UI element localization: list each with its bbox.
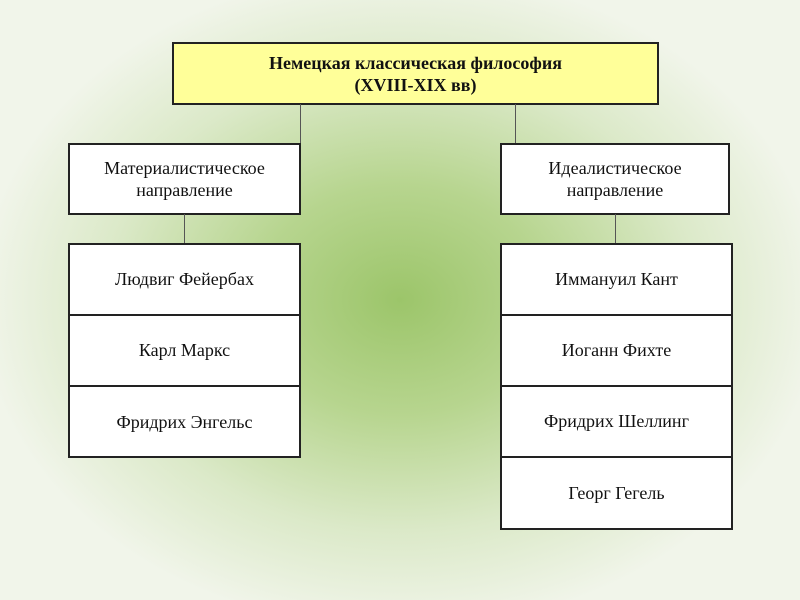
root-node [172,42,659,105]
connector [515,104,516,144]
connector [615,214,616,244]
list-item: Людвиг Фейербах [70,245,299,316]
connector [184,214,185,244]
list-item: Карл Маркс [70,316,299,387]
list-item: Иммануил Кант [502,245,731,316]
node-label: направление [136,180,233,200]
connector [300,104,301,144]
list-item: Фридрих Энгельс [116,412,253,432]
materialist-node [68,143,301,215]
materialist-list [68,243,301,458]
node-label: Идеалистическое [548,158,682,178]
list-item: Георг Гегель [568,483,665,503]
root-title: Немецкая классическая философия [269,52,562,73]
node-label: Материалистическое [104,158,265,178]
idealist-list [500,243,733,530]
list-item: Иоганн Фихте [502,316,731,387]
root-subtitle: (XVIII-XIX вв) [354,74,477,95]
idealist-node [500,143,730,215]
list-item: Фридрих Шеллинг [502,387,731,458]
node-label: направление [566,180,664,200]
